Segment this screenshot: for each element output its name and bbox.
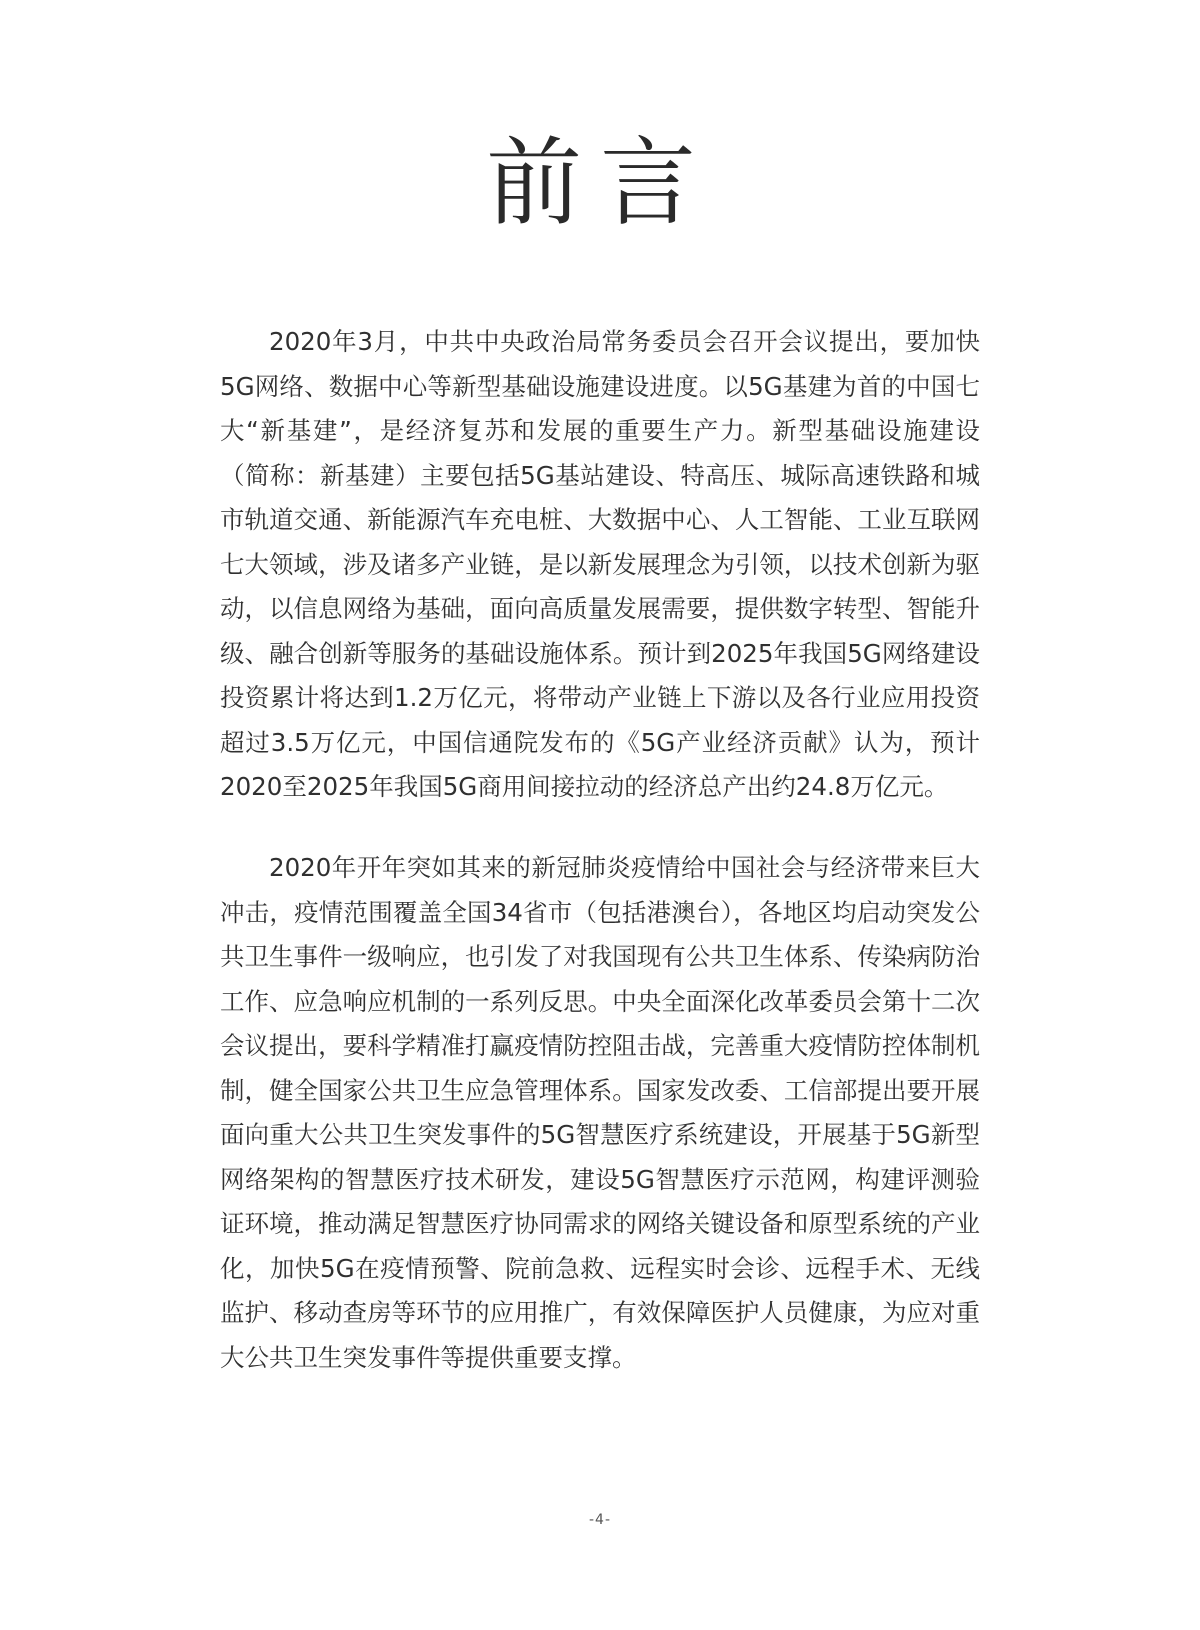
page-title: 前言 (486, 127, 714, 239)
body-paragraph-1: 2020年3月，中共中央政治局常务委员会召开会议提出，要加快5G网络、数据中心等新型基础设施建设进度。以5G基建为首的中国七大“新基建”，是经济复苏和发展的重要生产力。新型基础设施建设（简称：新基建）主要包括5G基站建设、特高压、城际高速铁路和城市轨道交通、新能源汽车充电桩、大数据中心、人工智能、工业互联网七大领域，涉及诸多产业链，是以新发展理念为引领，以技术创新为驱动，以信息网络为基础，面向高质量发展需要，提供数字转型、智能升级、融合创新等服务的基础设施体系。预计到2025年我国5G网络建设投资累计将达到1.2万亿元，将带动产业链上下游以及各行业应用投资超过3.5万亿元，中国信通院发布的《5G产业经济贡献》认为，预计2020至2025年我国5G商用间接拉动的经济总产出约24.8万亿元。 (220, 327, 980, 801)
page-number: -4- (588, 1512, 611, 1528)
body-paragraph-2: 2020年开年突如其来的新冠肺炎疫情给中国社会与经济带来巨大冲击，疫情范围覆盖全国34省市（包括港澳台），各地区均启动突发公共卫生事件一级响应，也引发了对我国现有公共卫生体系、传染病防治工作、应急响应机制的一系列反思。中央全面深化改革委员会第十二次会议提出，要科学精准打赢疫情防控阻击战，完善重大疫情防控体制机制，健全国家公共卫生应急管理体系。国家发改委、工信部提出要开展面向重大公共卫生突发事件的5G智慧医疗系统建设，开展基于5G新型网络架构的智慧医疗技术研发，建设5G智慧医疗示范网，构建评测验证环境，推动满足智慧医疗协同需求的网络关键设备和原型系统的产业化，加快5G在疫情预警、院前急救、远程实时会诊、远程手术、无线监护、移动查房等环节的应用推广，有效保障医护人员健康，为应对重大公共卫生突发事件等提供重要支撑。 (220, 853, 980, 1372)
